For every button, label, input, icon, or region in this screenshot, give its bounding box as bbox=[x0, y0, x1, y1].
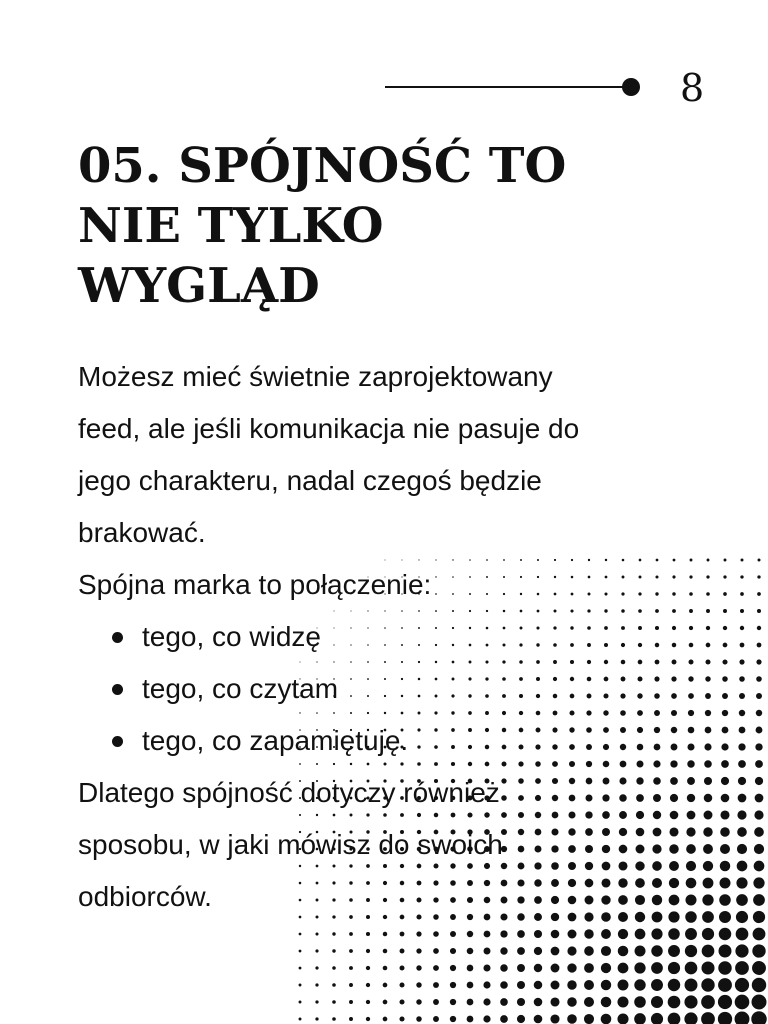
halftone-dot bbox=[433, 931, 439, 937]
halftone-dot bbox=[757, 575, 760, 578]
halftone-dot bbox=[315, 949, 318, 952]
halftone-dot bbox=[567, 963, 576, 972]
halftone-dot bbox=[383, 1000, 388, 1005]
halftone-dot bbox=[735, 944, 748, 957]
halftone-dot bbox=[483, 998, 490, 1005]
halftone-dot bbox=[722, 693, 728, 699]
body-text bbox=[78, 351, 708, 923]
halftone-dot bbox=[467, 1016, 474, 1023]
intro-line: brakować. bbox=[78, 517, 206, 548]
halftone-dot bbox=[754, 861, 765, 872]
bullet-text: tego, co czytam bbox=[142, 673, 339, 704]
halftone-dot bbox=[739, 693, 745, 699]
list-intro-line: Spójna marka to połączenie: bbox=[78, 569, 432, 600]
halftone-dot bbox=[718, 995, 732, 1009]
halftone-dot bbox=[618, 963, 629, 974]
halftone-dot bbox=[722, 727, 729, 734]
halftone-dot bbox=[550, 1014, 559, 1023]
bullet-list bbox=[78, 611, 708, 767]
halftone-dot bbox=[740, 626, 744, 630]
halftone-dot bbox=[315, 983, 318, 986]
list-intro bbox=[78, 559, 708, 611]
halftone-dot bbox=[634, 996, 646, 1008]
halftone-dot bbox=[584, 963, 594, 973]
halftone-dot bbox=[721, 777, 729, 785]
halftone-dot bbox=[366, 932, 370, 936]
halftone-dot bbox=[735, 961, 749, 975]
halftone-dot bbox=[332, 966, 336, 970]
halftone-dot bbox=[383, 983, 388, 988]
halftone-dot bbox=[484, 931, 491, 938]
halftone-dot bbox=[738, 794, 747, 803]
halftone-dot bbox=[753, 894, 765, 906]
intro-line: Możesz mieć świetnie zaprojektowany bbox=[78, 361, 553, 392]
halftone-dot bbox=[651, 928, 662, 939]
halftone-dot bbox=[567, 1014, 577, 1024]
bullet-item bbox=[78, 663, 708, 715]
header-rule bbox=[385, 86, 631, 88]
halftone-dot bbox=[551, 964, 560, 973]
halftone-dot bbox=[349, 949, 353, 953]
header-dot bbox=[622, 78, 640, 96]
halftone-dot bbox=[685, 945, 697, 957]
halftone-dot bbox=[433, 965, 439, 971]
halftone-dot bbox=[738, 743, 745, 750]
halftone-dot bbox=[738, 760, 746, 768]
halftone-dot bbox=[299, 967, 302, 970]
halftone-dot bbox=[315, 1000, 318, 1003]
halftone-dot bbox=[757, 626, 761, 630]
halftone-dot bbox=[467, 999, 474, 1006]
halftone-dot bbox=[737, 861, 748, 872]
halftone-dot bbox=[753, 911, 765, 923]
halftone-dot bbox=[758, 559, 761, 562]
halftone-dot bbox=[349, 983, 353, 987]
halftone-dot bbox=[366, 949, 370, 953]
halftone-dot bbox=[618, 946, 629, 957]
halftone-dot bbox=[584, 980, 594, 990]
halftone-dot bbox=[433, 982, 439, 988]
halftone-dot bbox=[483, 964, 490, 971]
halftone-dot bbox=[517, 1015, 525, 1023]
halftone-dot bbox=[718, 978, 732, 992]
halftone-dot bbox=[534, 930, 542, 938]
halftone-dot bbox=[383, 966, 388, 971]
halftone-dot bbox=[739, 659, 744, 664]
halftone-dot bbox=[517, 998, 525, 1006]
halftone-dot bbox=[416, 948, 421, 953]
halftone-dot bbox=[740, 592, 744, 596]
halftone-dot bbox=[534, 964, 542, 972]
closing-paragraph bbox=[78, 767, 708, 923]
halftone-dot bbox=[383, 1017, 388, 1022]
halftone-dot bbox=[736, 877, 747, 888]
halftone-dot bbox=[550, 997, 559, 1006]
intro-paragraph bbox=[78, 351, 708, 559]
halftone-dot bbox=[741, 559, 744, 562]
halftone-dot bbox=[751, 1011, 766, 1024]
halftone-dot bbox=[684, 995, 697, 1008]
halftone-dot bbox=[722, 676, 728, 682]
halftone-dot bbox=[299, 1001, 302, 1004]
halftone-dot bbox=[737, 844, 747, 854]
halftone-dot bbox=[753, 928, 766, 941]
halftone-dot bbox=[517, 947, 525, 955]
halftone-dot bbox=[450, 965, 456, 971]
halftone-dot bbox=[737, 827, 747, 837]
halftone-dot bbox=[467, 931, 473, 937]
page-number: 8 bbox=[680, 66, 705, 110]
halftone-dot bbox=[756, 659, 761, 664]
halftone-dot bbox=[668, 1013, 681, 1024]
halftone-dot bbox=[651, 979, 663, 991]
halftone-dot bbox=[500, 1015, 508, 1023]
halftone-dot bbox=[757, 592, 761, 596]
halftone-dot bbox=[754, 827, 764, 837]
halftone-dot bbox=[551, 981, 560, 990]
halftone-dot bbox=[484, 948, 491, 955]
halftone-dot bbox=[740, 575, 743, 578]
halftone-dot bbox=[739, 727, 746, 734]
halftone-dot bbox=[618, 980, 629, 991]
halftone-dot bbox=[332, 949, 335, 952]
halftone-dot bbox=[719, 945, 732, 958]
halftone-dot bbox=[702, 928, 714, 940]
halftone-dot bbox=[685, 962, 698, 975]
halftone-dot bbox=[755, 760, 763, 768]
halftone-dot bbox=[450, 982, 456, 988]
halftone-dot bbox=[735, 995, 750, 1010]
halftone-dot bbox=[551, 947, 560, 956]
halftone-dot bbox=[634, 979, 645, 990]
halftone-dot bbox=[601, 997, 612, 1008]
halftone-dot bbox=[754, 810, 763, 819]
halftone-dot bbox=[534, 1015, 543, 1024]
halftone-dot bbox=[651, 945, 662, 956]
halftone-dot bbox=[720, 844, 730, 854]
halftone-dot bbox=[754, 844, 764, 854]
halftone-dot bbox=[315, 1017, 318, 1020]
bullet-text: tego, co zapamiętuję. bbox=[142, 725, 409, 756]
halftone-dot bbox=[719, 877, 730, 888]
halftone-dot bbox=[635, 929, 646, 940]
halftone-dot bbox=[467, 965, 474, 972]
halftone-dot bbox=[416, 931, 421, 936]
halftone-dot bbox=[735, 1012, 750, 1024]
halftone-dot bbox=[467, 948, 474, 955]
halftone-dot bbox=[668, 945, 680, 957]
halftone-dot bbox=[720, 827, 730, 837]
halftone-dot bbox=[601, 963, 611, 973]
halftone-dot bbox=[366, 1017, 370, 1021]
halftone-dot bbox=[383, 949, 388, 954]
halftone-dot bbox=[416, 982, 421, 987]
halftone-dot bbox=[719, 928, 732, 941]
halftone-dot bbox=[601, 946, 611, 956]
halftone-dot bbox=[740, 609, 744, 613]
halftone-dot bbox=[399, 999, 404, 1004]
halftone-dot bbox=[724, 559, 727, 562]
halftone-dot bbox=[400, 932, 405, 937]
halftone-dot bbox=[721, 760, 729, 768]
halftone-dot bbox=[723, 575, 726, 578]
title-line: NIE TYLKO bbox=[78, 198, 384, 254]
halftone-dot bbox=[315, 966, 318, 969]
halftone-dot bbox=[500, 947, 507, 954]
halftone-dot bbox=[719, 894, 731, 906]
halftone-dot bbox=[723, 643, 728, 648]
closing-line: odbiorców. bbox=[78, 881, 212, 912]
halftone-dot bbox=[738, 777, 746, 785]
halftone-dot bbox=[467, 982, 474, 989]
halftone-dot bbox=[753, 877, 764, 888]
halftone-dot bbox=[723, 609, 727, 613]
halftone-dot bbox=[721, 794, 730, 803]
halftone-dot bbox=[567, 946, 576, 955]
halftone-dot bbox=[332, 983, 336, 987]
halftone-dot bbox=[534, 981, 543, 990]
halftone-dot bbox=[584, 946, 594, 956]
halftone-dot bbox=[651, 1013, 663, 1024]
halftone-dot bbox=[416, 965, 421, 970]
halftone-dot bbox=[315, 932, 318, 935]
halftone-dot bbox=[701, 961, 714, 974]
halftone-dot bbox=[551, 930, 560, 939]
halftone-dot bbox=[568, 930, 577, 939]
halftone-dot bbox=[668, 979, 680, 991]
halftone-dot bbox=[718, 1012, 732, 1024]
halftone-dot bbox=[722, 710, 728, 716]
halftone-dot bbox=[366, 983, 370, 987]
halftone-dot bbox=[534, 947, 542, 955]
halftone-dot bbox=[668, 996, 681, 1009]
halftone-dot bbox=[450, 931, 456, 937]
halftone-dot bbox=[517, 930, 525, 938]
bullet-icon bbox=[112, 632, 123, 643]
halftone-dot bbox=[739, 710, 745, 716]
halftone-dot bbox=[299, 984, 302, 987]
halftone-dot bbox=[618, 929, 628, 939]
halftone-dot bbox=[400, 966, 405, 971]
halftone-dot bbox=[752, 995, 767, 1010]
halftone-dot bbox=[500, 998, 508, 1006]
halftone-dot bbox=[366, 966, 370, 970]
halftone-dot bbox=[567, 997, 577, 1007]
halftone-dot bbox=[702, 945, 715, 958]
halftone-dot bbox=[701, 995, 715, 1009]
halftone-dot bbox=[450, 948, 456, 954]
halftone-dot bbox=[399, 982, 404, 987]
bullet-item bbox=[78, 715, 708, 767]
halftone-dot bbox=[756, 676, 762, 682]
halftone-dot bbox=[299, 933, 302, 936]
halftone-dot bbox=[701, 1012, 715, 1024]
halftone-dot bbox=[685, 979, 698, 992]
halftone-dot bbox=[500, 981, 508, 989]
title-line: 05. SPÓJNOŚĆ TO bbox=[78, 138, 567, 194]
halftone-dot bbox=[736, 911, 748, 923]
halftone-dot bbox=[332, 932, 335, 935]
halftone-dot bbox=[517, 981, 525, 989]
halftone-dot bbox=[332, 1000, 336, 1004]
halftone-dot bbox=[601, 929, 611, 939]
title-line: WYGLĄD bbox=[78, 258, 320, 314]
halftone-dot bbox=[755, 743, 762, 750]
halftone-dot bbox=[584, 929, 593, 938]
halftone-dot bbox=[349, 932, 353, 936]
halftone-dot bbox=[366, 1000, 370, 1004]
halftone-dot bbox=[720, 810, 729, 819]
halftone-dot bbox=[517, 964, 525, 972]
halftone-dot bbox=[299, 1018, 302, 1021]
halftone-dot bbox=[450, 1016, 456, 1022]
halftone-dot bbox=[433, 948, 439, 954]
halftone-dot bbox=[634, 945, 645, 956]
halftone-dot bbox=[723, 626, 727, 630]
halftone-dot bbox=[433, 999, 439, 1005]
halftone-dot bbox=[617, 996, 628, 1007]
halftone-dot bbox=[685, 928, 697, 940]
halftone-dot bbox=[349, 1000, 353, 1004]
halftone-dot bbox=[601, 1014, 612, 1024]
halftone-dot bbox=[349, 966, 353, 970]
halftone-dot bbox=[739, 676, 745, 682]
halftone-dot bbox=[534, 998, 543, 1007]
halftone-dot bbox=[584, 1014, 594, 1024]
halftone-dot bbox=[483, 981, 490, 988]
halftone-dot bbox=[400, 949, 405, 954]
halftone-dot bbox=[433, 1016, 439, 1022]
halftone-dot bbox=[752, 944, 765, 957]
halftone-dot bbox=[736, 894, 748, 906]
intro-line: feed, ale jeśli komunikacja nie pasuje do bbox=[78, 413, 580, 444]
halftone-dot bbox=[349, 1017, 353, 1021]
halftone-dot bbox=[721, 743, 728, 750]
halftone-dot bbox=[756, 710, 762, 716]
halftone-dot bbox=[735, 978, 749, 992]
halftone-dot bbox=[500, 930, 507, 937]
halftone-dot bbox=[601, 980, 611, 990]
halftone-dot bbox=[719, 911, 731, 923]
halftone-dot bbox=[757, 609, 761, 613]
halftone-dot bbox=[584, 997, 594, 1007]
halftone-dot bbox=[755, 794, 764, 803]
halftone-dot bbox=[755, 777, 763, 785]
halftone-dot bbox=[450, 999, 456, 1005]
halftone-dot bbox=[756, 693, 762, 699]
halftone-dot bbox=[383, 932, 387, 936]
halftone-dot bbox=[416, 999, 421, 1004]
halftone-dot bbox=[752, 978, 766, 992]
halftone-dot bbox=[720, 861, 731, 872]
halftone-dot bbox=[483, 1015, 490, 1022]
halftone-dot bbox=[299, 950, 302, 953]
halftone-dot bbox=[651, 962, 663, 974]
intro-line: jego charakteru, nadal czegoś będzie bbox=[78, 465, 542, 496]
halftone-dot bbox=[399, 1016, 404, 1021]
halftone-dot bbox=[723, 592, 727, 596]
halftone-dot bbox=[756, 727, 763, 734]
halftone-dot bbox=[332, 1017, 336, 1021]
halftone-dot bbox=[668, 928, 680, 940]
halftone-dot bbox=[567, 980, 576, 989]
halftone-dot bbox=[416, 1016, 422, 1022]
halftone-dot bbox=[684, 1012, 697, 1024]
halftone-dot bbox=[752, 961, 766, 975]
page-title bbox=[78, 136, 638, 316]
halftone-dot bbox=[668, 962, 680, 974]
halftone-dot bbox=[634, 962, 645, 973]
halftone-dot bbox=[757, 643, 762, 648]
halftone-dot bbox=[737, 810, 746, 819]
halftone-dot bbox=[500, 964, 508, 972]
closing-line: sposobu, w jaki mówisz do swoich bbox=[78, 829, 503, 860]
halftone-dot bbox=[736, 928, 749, 941]
halftone-dot bbox=[718, 961, 731, 974]
halftone-dot bbox=[651, 996, 663, 1008]
bullet-item bbox=[78, 611, 708, 663]
halftone-dot bbox=[740, 643, 745, 648]
closing-line: Dlatego spójność dotyczy również bbox=[78, 777, 500, 808]
halftone-dot bbox=[634, 1013, 646, 1024]
halftone-dot bbox=[617, 1013, 628, 1024]
bullet-icon bbox=[112, 736, 123, 747]
halftone-dot bbox=[722, 659, 727, 664]
bullet-text: tego, co widzę bbox=[142, 621, 321, 652]
halftone-dot bbox=[701, 978, 714, 991]
bullet-icon bbox=[112, 684, 123, 695]
